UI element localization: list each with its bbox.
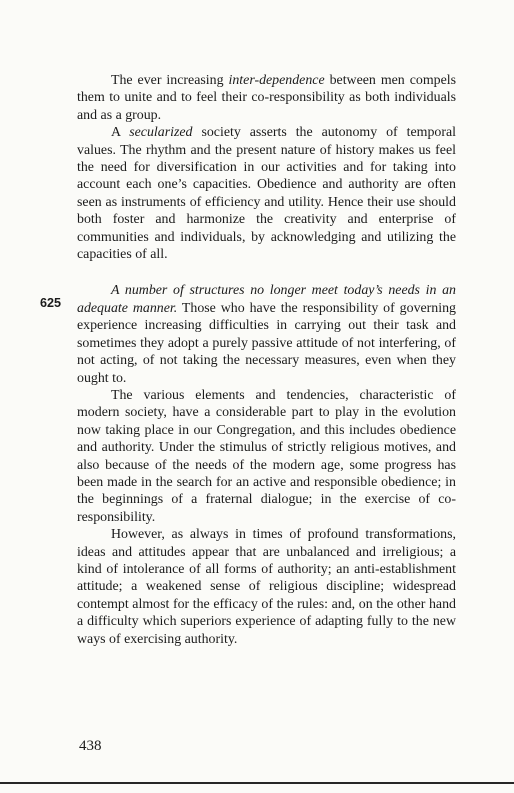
emphasized-term: secularized bbox=[129, 125, 193, 141]
paragraph-text-rest: society asserts the autonomy of temporal values. The rhythm and the present nature of history makes us feel the need for diversification in our activities and for taking into account each one’s capacities. Obedience and authority are often seen as instruments of efficiency and utility. Hence their use should both foster and harmonize the creativity and enterprise of communities and individuals, by acknowledging and utilizing the capacities of all. bbox=[77, 125, 456, 263]
paragraph-text-start: A bbox=[111, 125, 130, 141]
paragraph-text-rest: Those who have the responsibility of governing experience increasing difficulties in carrying out their task and sometimes they adopt a purely passive attitude of not interfering, of not acting, of not taking the necessary measures, even when they ought to. bbox=[77, 300, 456, 386]
paragraph-structures bbox=[77, 282, 456, 386]
paragraph-modern-society: The various elements and tendencies, characteristic of modern society, have a considerable part to play in the evolution now taking place in our Congregation, and this includes obedience and authority. Under the stimulus of strictly religious motives, and also because of the needs of the modern age, some progress has been made in the search for an active and responsible obedience; in the beginnings of a fraternal dialogue; in the exercise of co-responsibility. bbox=[77, 387, 456, 525]
paragraph-transformations: However, as always in times of profound transformations, ideas and attitudes appear that are unbalanced and irreligious; a kind of intolerance of all forms of authority; an anti-establishment attitude; a weakened sense of religious discipline; widespread contempt almost for the efficacy of the rules: and, on the other hand a difficulty which superiors experience of adapting fully to the new ways of exercising authority. bbox=[77, 527, 456, 647]
paragraph-number: 625 bbox=[40, 296, 62, 310]
paragraph-secularized bbox=[77, 124, 456, 263]
paragraph-text-rest: between men compels them to unite and to feel their co-responsibility as both individuals and as a group. bbox=[77, 73, 457, 123]
page-bottom-edge bbox=[0, 782, 514, 784]
text-column bbox=[77, 72, 456, 648]
emphasized-sentence: A number of structures no longer meet today’s needs in an adequate manner. bbox=[77, 283, 456, 316]
emphasized-term: inter-dependence bbox=[228, 73, 325, 88]
page-number: 438 bbox=[79, 738, 102, 754]
paragraph-interdependence bbox=[77, 72, 456, 124]
paragraph-text-start: The ever increasing bbox=[111, 73, 229, 88]
